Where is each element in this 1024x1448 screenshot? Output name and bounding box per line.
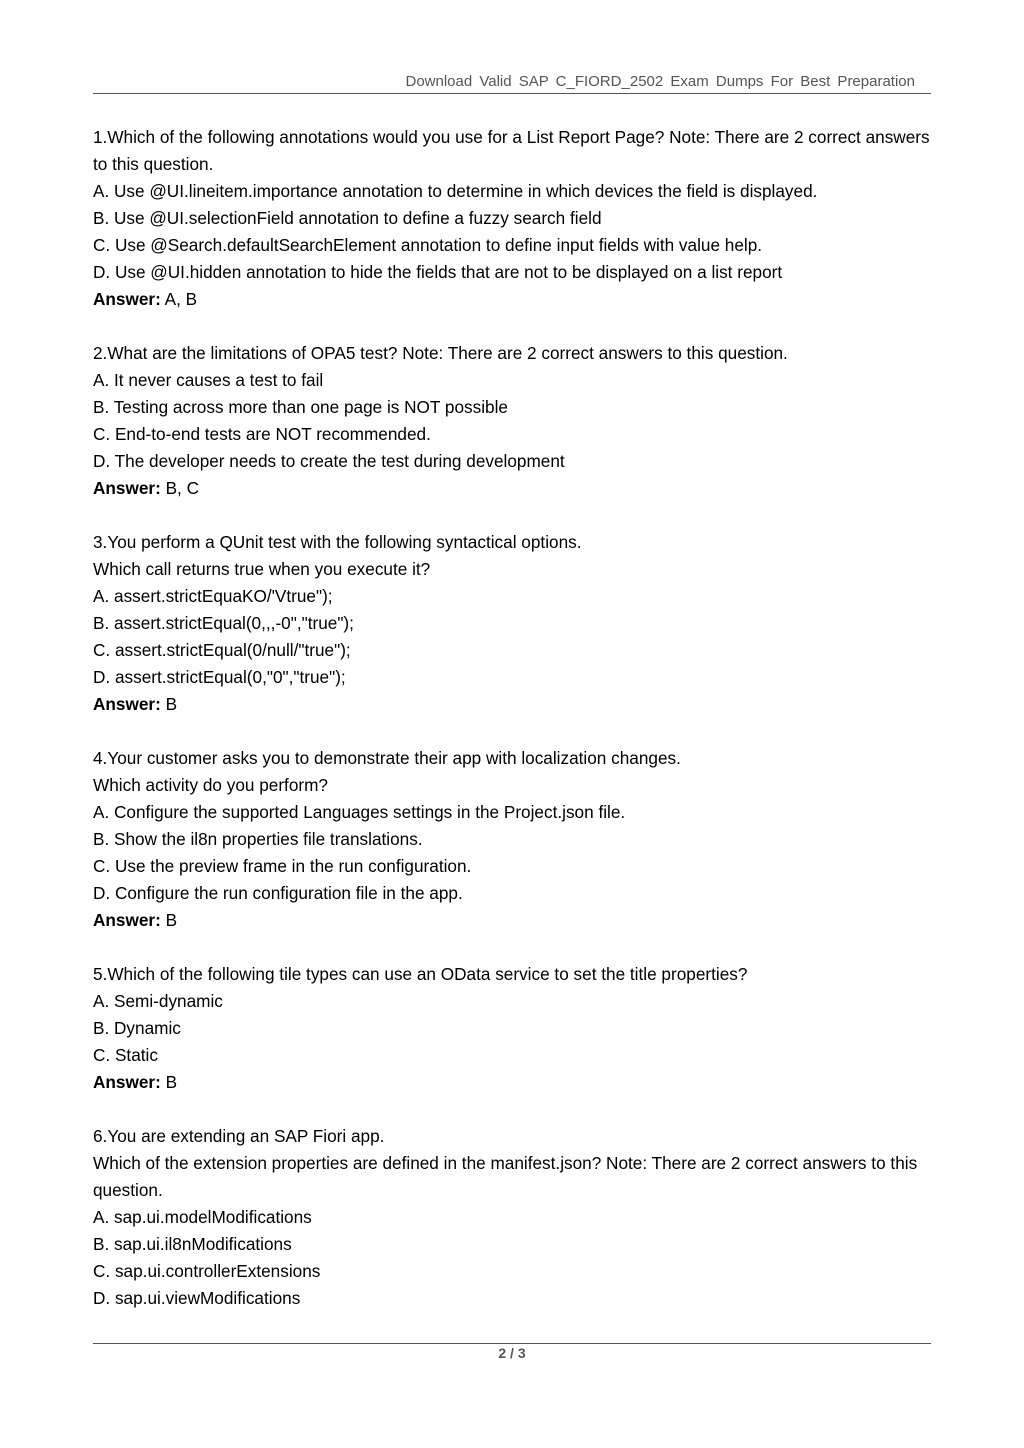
- answer-line: [93, 691, 938, 718]
- answer-value: B: [165, 1072, 178, 1092]
- answer-value: B, C: [165, 478, 200, 498]
- answer-option: A. It never causes a test to fail: [93, 370, 324, 390]
- question-block: [93, 529, 938, 718]
- answer-option: A. Semi-dynamic: [93, 991, 223, 1011]
- header-divider: [93, 93, 931, 94]
- question-stem: 2.What are the limitations of OPA5 test? Note: There are 2 correct answers to this question.: [93, 343, 788, 363]
- answer-option: C. Use the preview frame in the run configuration.: [93, 856, 472, 876]
- question-block: [93, 961, 938, 1096]
- question-block: [93, 1123, 938, 1312]
- answer-label: Answer:: [93, 910, 161, 930]
- answer-option: B. Testing across more than one page is NOT possible: [93, 397, 508, 417]
- answer-option: C. assert.strictEqual(0/null/"true");: [93, 640, 351, 660]
- answer-option: A. Configure the supported Languages settings in the Project.json file.: [93, 802, 626, 822]
- answer-label: Answer:: [93, 694, 161, 714]
- page-number: 2 / 3: [498, 1345, 526, 1361]
- answer-option: C. sap.ui.controllerExtensions: [93, 1261, 321, 1281]
- answer-option: C. Static: [93, 1045, 158, 1065]
- page-header: Download Valid SAP C_FIORD_2502 Exam Dumps For Best Preparation: [405, 73, 915, 90]
- answer-line: [93, 1069, 938, 1096]
- answer-option: B. Use @UI.selectionField annotation to define a fuzzy search field: [93, 208, 602, 228]
- answer-option: B. Show the il8n properties file translations.: [93, 829, 423, 849]
- answer-line: [93, 475, 938, 502]
- question-stem: 1.Which of the following annotations would you use for a List Report Page? Note: There are 2 correct answers to this question.: [93, 127, 930, 174]
- question-block: [93, 340, 938, 502]
- question-stem: Which call returns true when you execute it?: [93, 559, 431, 579]
- answer-label: Answer:: [93, 1072, 161, 1092]
- answer-option: B. Dynamic: [93, 1018, 181, 1038]
- question-block: [93, 124, 938, 313]
- question-stem: 3.You perform a QUnit test with the following syntactical options.: [93, 532, 582, 552]
- answer-value: B: [165, 910, 178, 930]
- question-stem: 4.Your customer asks you to demonstrate their app with localization changes.: [93, 748, 681, 768]
- answer-option: D. Use @UI.hidden annotation to hide the fields that are not to be displayed on a list report: [93, 262, 783, 282]
- question-stem: 5.Which of the following tile types can use an OData service to set the title properties?: [93, 964, 748, 984]
- answer-option: A. sap.ui.modelModifications: [93, 1207, 312, 1227]
- question-block: [93, 745, 938, 934]
- answer-value: B: [165, 694, 178, 714]
- question-stem: Which of the extension properties are defined in the manifest.json? Note: There are 2 correct answers to this question.: [93, 1153, 918, 1200]
- question-stem: 6.You are extending an SAP Fiori app.: [93, 1126, 385, 1146]
- answer-option: D. assert.strictEqual(0,"0","true");: [93, 667, 346, 687]
- answer-value: A, B: [164, 289, 198, 309]
- footer-divider: [93, 1343, 931, 1344]
- answer-option: B. sap.ui.il8nModifications: [93, 1234, 292, 1254]
- question-list: [93, 124, 938, 1339]
- question-stem: Which activity do you perform?: [93, 775, 328, 795]
- answer-label: Answer:: [93, 289, 161, 309]
- answer-line: [93, 286, 938, 313]
- answer-option: D. The developer needs to create the test during development: [93, 451, 565, 471]
- answer-option: C. Use @Search.defaultSearchElement annotation to define input fields with value help.: [93, 235, 763, 255]
- answer-option: D. Configure the run configuration file in the app.: [93, 883, 463, 903]
- answer-option: D. sap.ui.viewModifications: [93, 1288, 301, 1308]
- answer-option: B. assert.strictEqual(0,,,-0","true");: [93, 613, 354, 633]
- answer-option: C. End-to-end tests are NOT recommended.: [93, 424, 431, 444]
- answer-line: [93, 907, 938, 934]
- answer-label: Answer:: [93, 478, 161, 498]
- answer-option: A. assert.strictEquaKO/'Vtrue");: [93, 586, 333, 606]
- answer-option: A. Use @UI.lineitem.importance annotation to determine in which devices the field is displayed.: [93, 181, 818, 201]
